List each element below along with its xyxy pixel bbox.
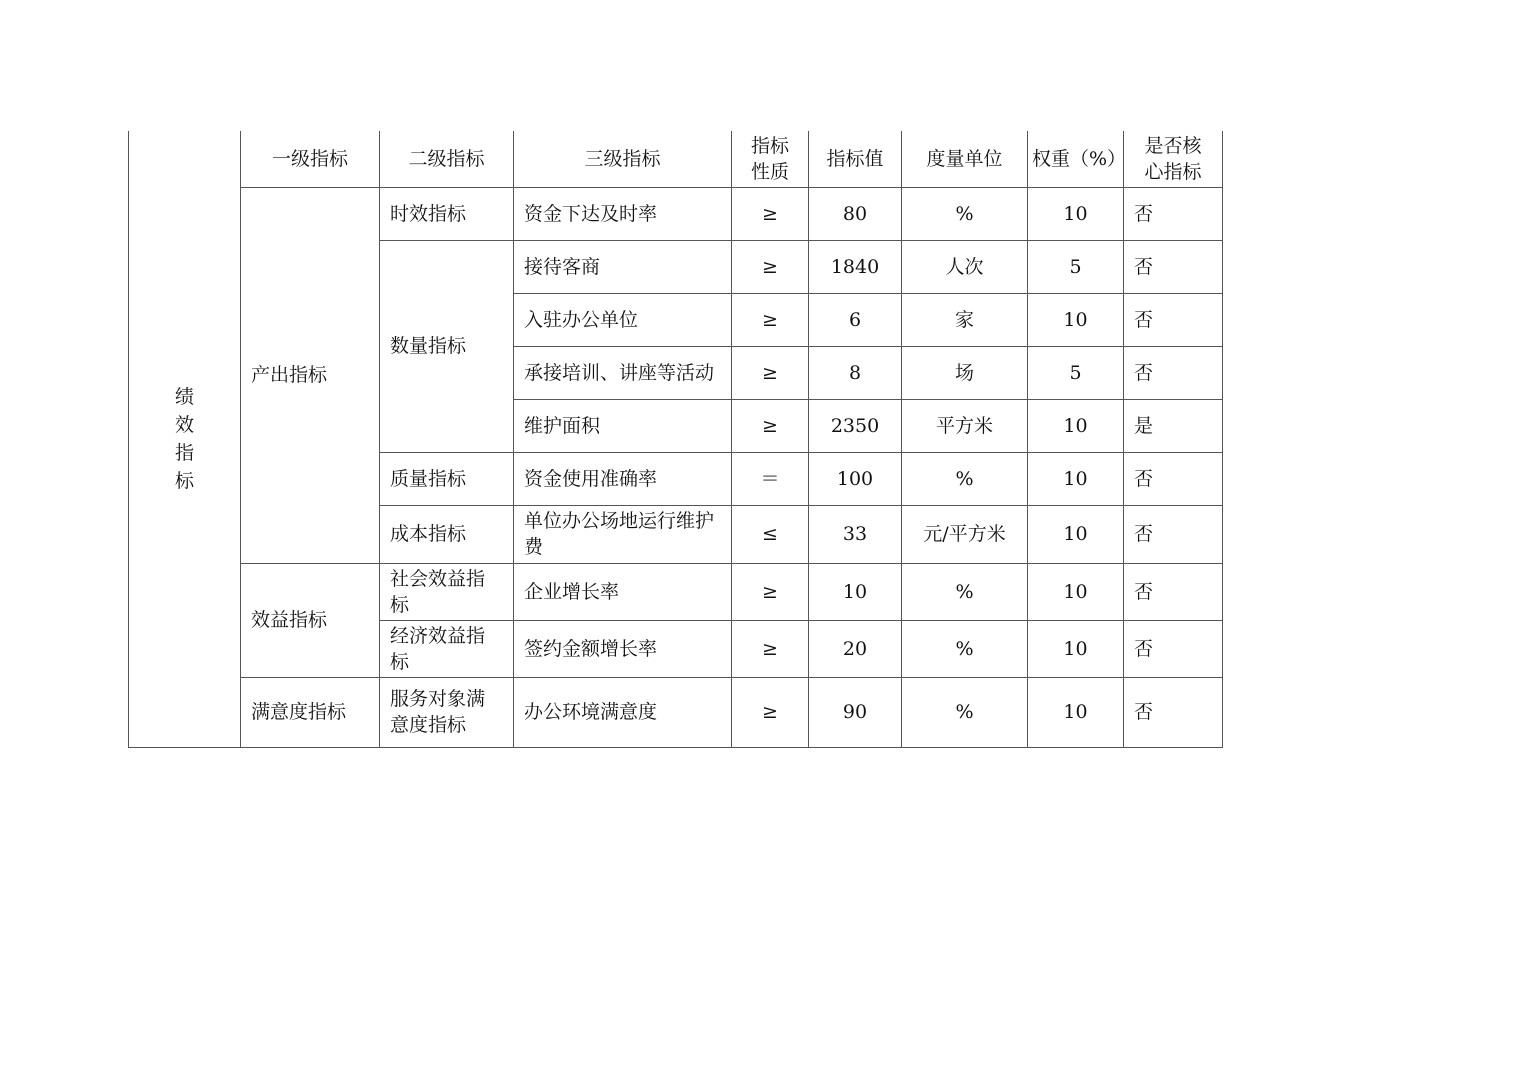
group-satisfaction: 满意度指标 — [241, 677, 380, 747]
header-nature — [732, 131, 809, 187]
header-value: 指标值 — [809, 131, 902, 187]
indicator-cell: 入驻办公单位 — [514, 293, 732, 346]
nature-cell: ≥ — [732, 346, 809, 399]
unit-cell: % — [902, 563, 1028, 620]
weight-cell: 10 — [1028, 563, 1124, 620]
subgroup-quantity: 数量指标 — [380, 240, 514, 452]
core-cell: 是 — [1124, 399, 1223, 452]
indicator-cell: 企业增长率 — [514, 563, 732, 620]
subgroup-timeliness: 时效指标 — [380, 187, 514, 240]
header-level3: 三级指标 — [514, 131, 732, 187]
performance-indicator-table — [128, 131, 1222, 748]
value-cell: 1840 — [809, 240, 902, 293]
nature-cell: ≥ — [732, 399, 809, 452]
weight-cell: 5 — [1028, 346, 1124, 399]
value-cell: 80 — [809, 187, 902, 240]
unit-cell: % — [902, 452, 1028, 505]
core-cell: 否 — [1124, 505, 1223, 563]
subgroup-service — [380, 677, 514, 747]
indicator-text: 单位办公场地运行维护费 — [524, 510, 715, 558]
subgroup-economic-text: 经济效益指标 — [390, 624, 486, 673]
weight-cell: 10 — [1028, 505, 1124, 563]
header-level1: 一级指标 — [241, 131, 380, 187]
group-output: 产出指标 — [241, 187, 380, 563]
nature-cell: ≥ — [732, 677, 809, 747]
indicator-cell: 维护面积 — [514, 399, 732, 452]
unit-cell: 平方米 — [902, 399, 1028, 452]
nature-cell: ≥ — [732, 293, 809, 346]
header-level2: 二级指标 — [380, 131, 514, 187]
subgroup-social-text: 社会效益指标 — [390, 567, 486, 616]
weight-cell: 10 — [1028, 293, 1124, 346]
nature-cell: ≤ — [732, 505, 809, 563]
core-cell: 否 — [1124, 240, 1223, 293]
header-nature-text: 指标性质 — [750, 134, 789, 183]
unit-cell: 人次 — [902, 240, 1028, 293]
weight-cell: 10 — [1028, 452, 1124, 505]
value-cell: 100 — [809, 452, 902, 505]
value-cell: 10 — [809, 563, 902, 620]
nature-cell: ≥ — [732, 620, 809, 677]
unit-cell: % — [902, 187, 1028, 240]
core-cell: 否 — [1124, 187, 1223, 240]
indicator-cell: 承接培训、讲座等活动 — [514, 346, 732, 399]
indicator-cell: 办公环境满意度 — [514, 677, 732, 747]
nature-cell: ≥ — [732, 187, 809, 240]
unit-cell: 场 — [902, 346, 1028, 399]
subgroup-social — [380, 563, 514, 620]
weight-cell: 10 — [1028, 620, 1124, 677]
indicator-cell: 资金使用准确率 — [514, 452, 732, 505]
value-cell: 33 — [809, 505, 902, 563]
core-cell: 否 — [1124, 293, 1223, 346]
indicator-cell: 签约金额增长率 — [514, 620, 732, 677]
value-cell: 6 — [809, 293, 902, 346]
nature-cell: ≥ — [732, 240, 809, 293]
subgroup-service-text: 服务对象满意度指标 — [390, 688, 486, 736]
unit-cell: % — [902, 620, 1028, 677]
subgroup-quality: 质量指标 — [380, 452, 514, 505]
value-cell: 90 — [809, 677, 902, 747]
unit-cell: 家 — [902, 293, 1028, 346]
table-row — [129, 187, 1223, 240]
indicator-cell: 接待客商 — [514, 240, 732, 293]
unit-cell: % — [902, 677, 1028, 747]
nature-cell: ≥ — [732, 563, 809, 620]
indicator-cell — [514, 505, 732, 563]
value-cell: 8 — [809, 346, 902, 399]
weight-cell: 5 — [1028, 240, 1124, 293]
indicator-table — [128, 131, 1223, 748]
value-cell: 2350 — [809, 399, 902, 452]
header-weight: 权重（%） — [1028, 131, 1124, 187]
core-cell: 否 — [1124, 677, 1223, 747]
header-unit: 度量单位 — [902, 131, 1028, 187]
group-benefit: 效益指标 — [241, 563, 380, 677]
header-row — [129, 131, 1223, 187]
subgroup-cost: 成本指标 — [380, 505, 514, 563]
header-core-text: 是否核心指标 — [1144, 134, 1202, 183]
weight-cell: 10 — [1028, 187, 1124, 240]
table-row — [129, 563, 1223, 620]
core-cell: 否 — [1124, 563, 1223, 620]
weight-cell: 10 — [1028, 677, 1124, 747]
section-label: 绩效指标 — [174, 385, 194, 492]
core-cell: 否 — [1124, 346, 1223, 399]
unit-cell: 元/平方米 — [902, 505, 1028, 563]
nature-cell: ＝ — [732, 452, 809, 505]
core-cell: 否 — [1124, 620, 1223, 677]
header-core — [1124, 131, 1223, 187]
weight-cell: 10 — [1028, 399, 1124, 452]
section-label-cell — [129, 131, 241, 747]
core-cell: 否 — [1124, 452, 1223, 505]
subgroup-economic — [380, 620, 514, 677]
indicator-cell: 资金下达及时率 — [514, 187, 732, 240]
table-row — [129, 677, 1223, 747]
value-cell: 20 — [809, 620, 902, 677]
